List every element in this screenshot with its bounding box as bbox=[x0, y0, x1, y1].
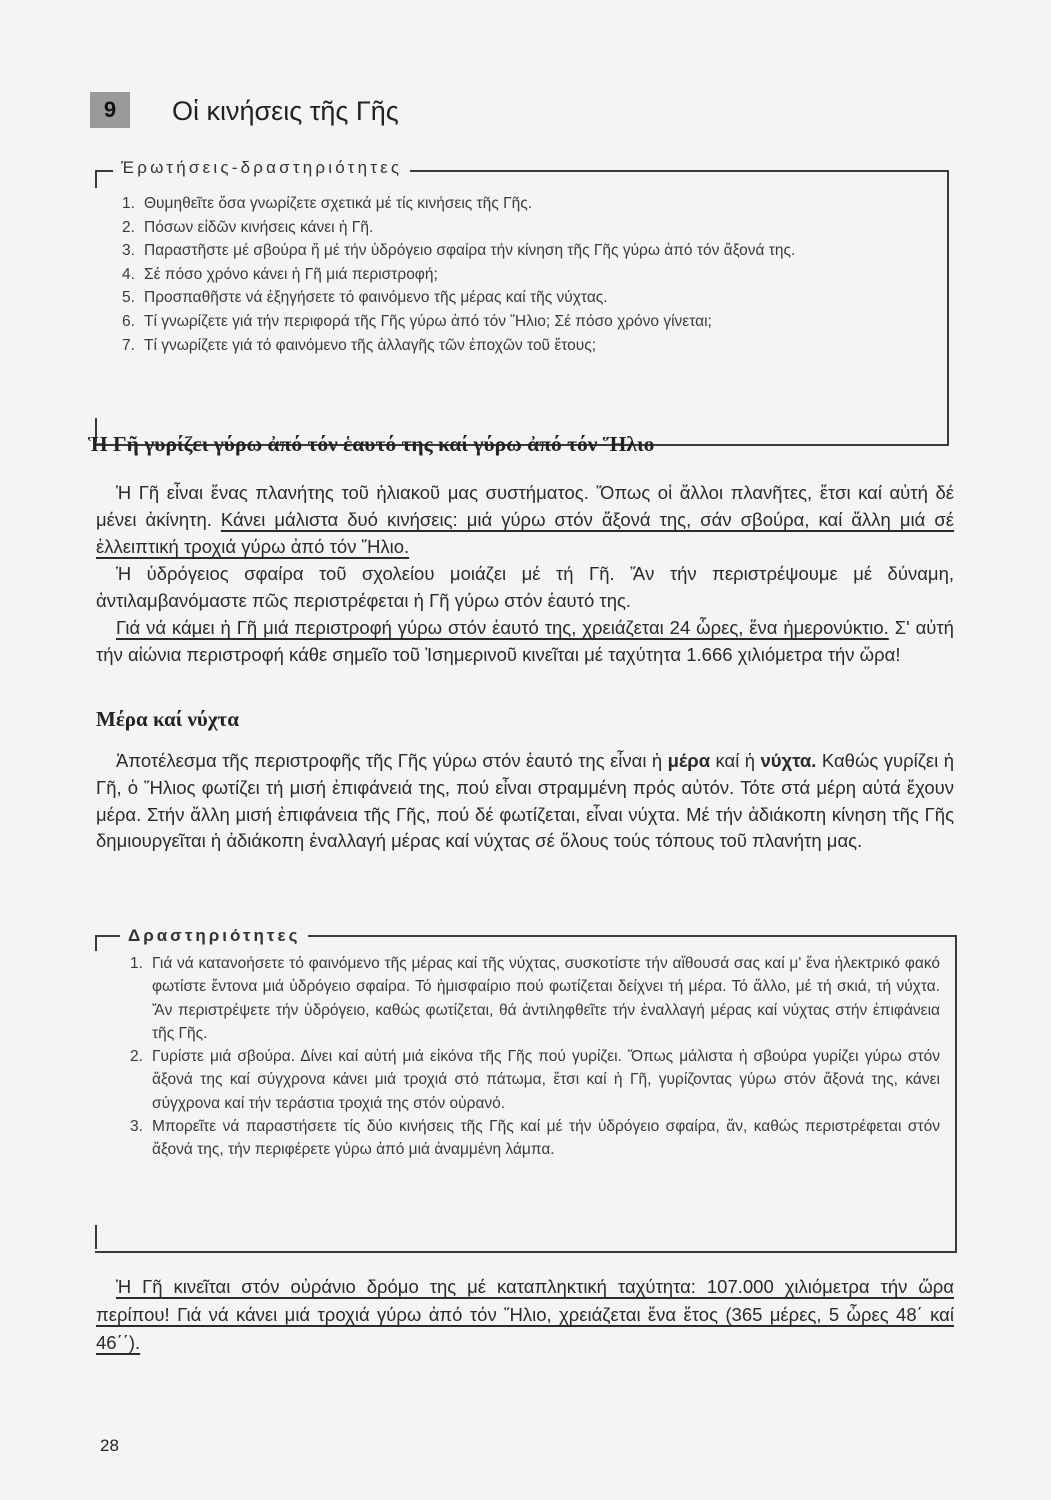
item-text: Θυμηθεῖτε ὅσα γνωρίζετε σχετικά μέ τίς κινήσεις τῆς Γῆς. bbox=[144, 195, 533, 212]
closing-paragraph bbox=[96, 1273, 954, 1357]
item-text: Τί γνωρίζετε γιά τήν περιφορά τῆς Γῆς γύρω ἀπό τόν Ἥλιο; Σέ πόσο χρόνο γίνεται; bbox=[144, 312, 712, 330]
paragraph: Ἡ ὑδρόγειος σφαίρα τοῦ σχολείου μοιάζει μέ τή Γῆ. Ἄν τήν περιστρέψουμε μέ δύναμη, ἀντιλαμβανόμαστε πῶς περιστρέφεται ἡ Γῆ γύρω στόν ἑαυτό της. bbox=[96, 563, 954, 611]
item-text: Προσπαθῆστε νά ἐξηγήσετε τό φαινόμενο τῆς μέρας καί τῆς νύχτας. bbox=[144, 289, 608, 307]
item-text: Γιά νά κατανοήσετε τό φαινόμενο τῆς μέρας καί τῆς νύχτας, συσκοτίστε τήν αἴθουσά σας καί μ' ἕνα ἠλεκτρικό φακό φωτίστε ἔντονα μιά ὑδρόγειο σφαίρα. Τό ἡμισφαίριο πού φωτίζεται δείχνει τή μέρα. Τό ἄλλο, μέ τή σκιά, τή νύχτα. Ἄν περιστρέψετε τήν ὑδρόγειο, καθώς φωτίζεται, θά ἀντιληφθεῖτε τήν ἐναλλαγή μέρας καί νύχτας στήν ἐπιφάνεια τῆς Γῆς. bbox=[152, 955, 940, 1042]
questions-label: Ἐρωτήσεις-δραστηριότητες bbox=[113, 158, 410, 178]
activities-label: Δραστηριότητες bbox=[120, 926, 308, 946]
list-item bbox=[122, 310, 934, 334]
item-number: 2. bbox=[130, 1048, 143, 1066]
underlined-text: Γιά νά κάμει ἡ Γῆ μιά περιστροφή γύρω στόν ἑαυτό της, χρειάζεται 24 ὧρες, ἕνα ἡμερονύκτιο. bbox=[116, 617, 889, 638]
paragraph-text: Καθώς γυρίζει ἡ Γῆ, ὁ Ἥλιος φωτίζει τή μισή ἐπιφάνειά της, πού εἶναι στραμμένη πρός αὐτόν. Τότε στά μέρη αὐτά ἔχουν μέρα. Στήν ἄλλη μισή ἐπιφάνεια τῆς Γῆς, πού δέ φωτίζεται, εἶναι νύχτα. Μέ τήν ἀδιάκοπη κίνηση τῆς Γῆς δημιουργεῖται ἡ ἀδιάκοπη ἐναλλαγή μέρας καί νύχτας σέ ὅλους τούς τόπους τοῦ πλανήτη μας. bbox=[96, 750, 954, 852]
list-item bbox=[122, 286, 934, 310]
item-number: 1. bbox=[130, 955, 143, 972]
item-number: 3. bbox=[130, 1118, 143, 1136]
paragraph-text: Σ' αὐτή τήν αἰώνια περιστροφή κάθε σημεῖο τοῦ Ἰσημερινοῦ κινεῖται μέ ταχύτητα 1.666 χιλιόμετρα τήν ὥρα! bbox=[96, 617, 954, 665]
item-text: Μπορεῖτε νά παραστήσετε τίς δύο κινήσεις τῆς Γῆς καί μέ τήν ὑδρόγειο σφαίρα, ἄν, καθώς περιστρέφεται στόν ἄξονά της, τήν περιφέρετε γύρω ἀπό μιά ἀναμμένη λάμπα. bbox=[152, 1118, 940, 1159]
paragraph-text: Ἀποτέλεσμα τῆς περιστροφῆς τῆς Γῆς γύρω στόν ἑαυτό της εἶναι ἡ bbox=[116, 750, 668, 771]
list-item bbox=[122, 334, 934, 358]
section-heading: Ἡ Γῆ γυρίζει γύρω ἀπό τόν ἑαυτό της καί γύρω ἀπό τόν Ἥλιο bbox=[88, 432, 655, 456]
chapter-number: 9 bbox=[90, 92, 130, 128]
item-text: Τί γνωρίζετε γιά τό φαινόμενο τῆς ἀλλαγῆς τῶν ἐποχῶν τοῦ ἔτους; bbox=[144, 336, 597, 354]
item-number: 6. bbox=[122, 312, 135, 330]
paragraph-text: καί ἡ bbox=[710, 750, 761, 771]
paragraph bbox=[96, 748, 954, 855]
bold-term: νύχτα. bbox=[760, 750, 817, 771]
underlined-text: Ἡ Γῆ κινεῖται στόν οὐράνιο δρόμο της μέ καταπληκτική ταχύτητα: 107.000 χιλιόμετρα τήν ὥρα περίπου! Γιά νά κάνει μιά τροχιά γύρω ἀπό τόν Ἥλιο, χρειάζεται ἕνα ἔτος (365 μέρες, 5 ὧρες 48΄ καί 46΄΄). bbox=[96, 1276, 954, 1353]
item-number: 3. bbox=[122, 242, 135, 260]
bold-term: μέρα bbox=[667, 750, 711, 771]
chapter-title: Οἱ κινήσεις τῆς Γῆς bbox=[172, 96, 399, 126]
list-item bbox=[122, 263, 934, 287]
page-number: 28 bbox=[100, 1436, 119, 1455]
list-item bbox=[130, 1045, 940, 1115]
item-text: Πόσων εἰδῶν κινήσεις κάνει ἡ Γῆ. bbox=[144, 218, 374, 236]
item-number: 5. bbox=[122, 289, 135, 307]
paragraph bbox=[96, 615, 954, 669]
list-item bbox=[130, 1115, 940, 1162]
item-number: 7. bbox=[122, 336, 135, 354]
item-text: Παραστῆστε μέ σβούρα ἤ μέ τήν ὑδρόγειο σφαίρα τήν κίνηση τῆς Γῆς γύρω ἀπό τόν ἄξονά της. bbox=[144, 242, 796, 260]
item-number: 4. bbox=[122, 265, 135, 283]
list-item bbox=[130, 952, 940, 1045]
item-number: 1. bbox=[122, 195, 135, 212]
item-text: Σέ πόσο χρόνο κάνει ἡ Γῆ μιά περιστροφή; bbox=[144, 265, 438, 283]
activities-list bbox=[130, 952, 940, 1162]
questions-list bbox=[122, 192, 934, 357]
paragraph-text: Ἡ Γῆ εἶναι ἕνας πλανήτης τοῦ ἡλιακοῦ μας συστήματος. Ὅπως οἱ ἄλλοι πλανῆτες, ἔτσι καί αὐτή δέ μένει ἀκίνητη. bbox=[96, 482, 954, 530]
underlined-text: Κάνει μάλιστα δυό κινήσεις: μιά γύρω στόν ἄξονά της, σάν σβούρα, καί ἄλλη μιά σέ ἐλλειπτική τροχιά γύρω ἀπό τόν Ἥλιο. bbox=[96, 508, 954, 557]
item-number: 2. bbox=[122, 218, 135, 236]
item-text: Γυρίστε μιά σβούρα. Δίνει καί αὐτή μιά εἰκόνα τῆς Γῆς πού γυρίζει. Ὅπως μάλιστα ἡ σβούρα γυρίζει γύρω στόν ἄξονά της καί σύγχρονα κάνει μιά τροχιά στό πάτωμα, ἔτσι καί ἡ Γῆ, γυρίζοντας γύρω στόν ἄξονά της, κάνει σύγχρονα καί τήν τεράστια τροχιά της στόν οὐρανό. bbox=[152, 1048, 940, 1112]
list-item bbox=[122, 239, 934, 263]
list-item bbox=[122, 192, 934, 216]
list-item bbox=[122, 216, 934, 240]
section-heading: Μέρα καί νύχτα bbox=[96, 707, 239, 731]
paragraph bbox=[96, 480, 954, 560]
